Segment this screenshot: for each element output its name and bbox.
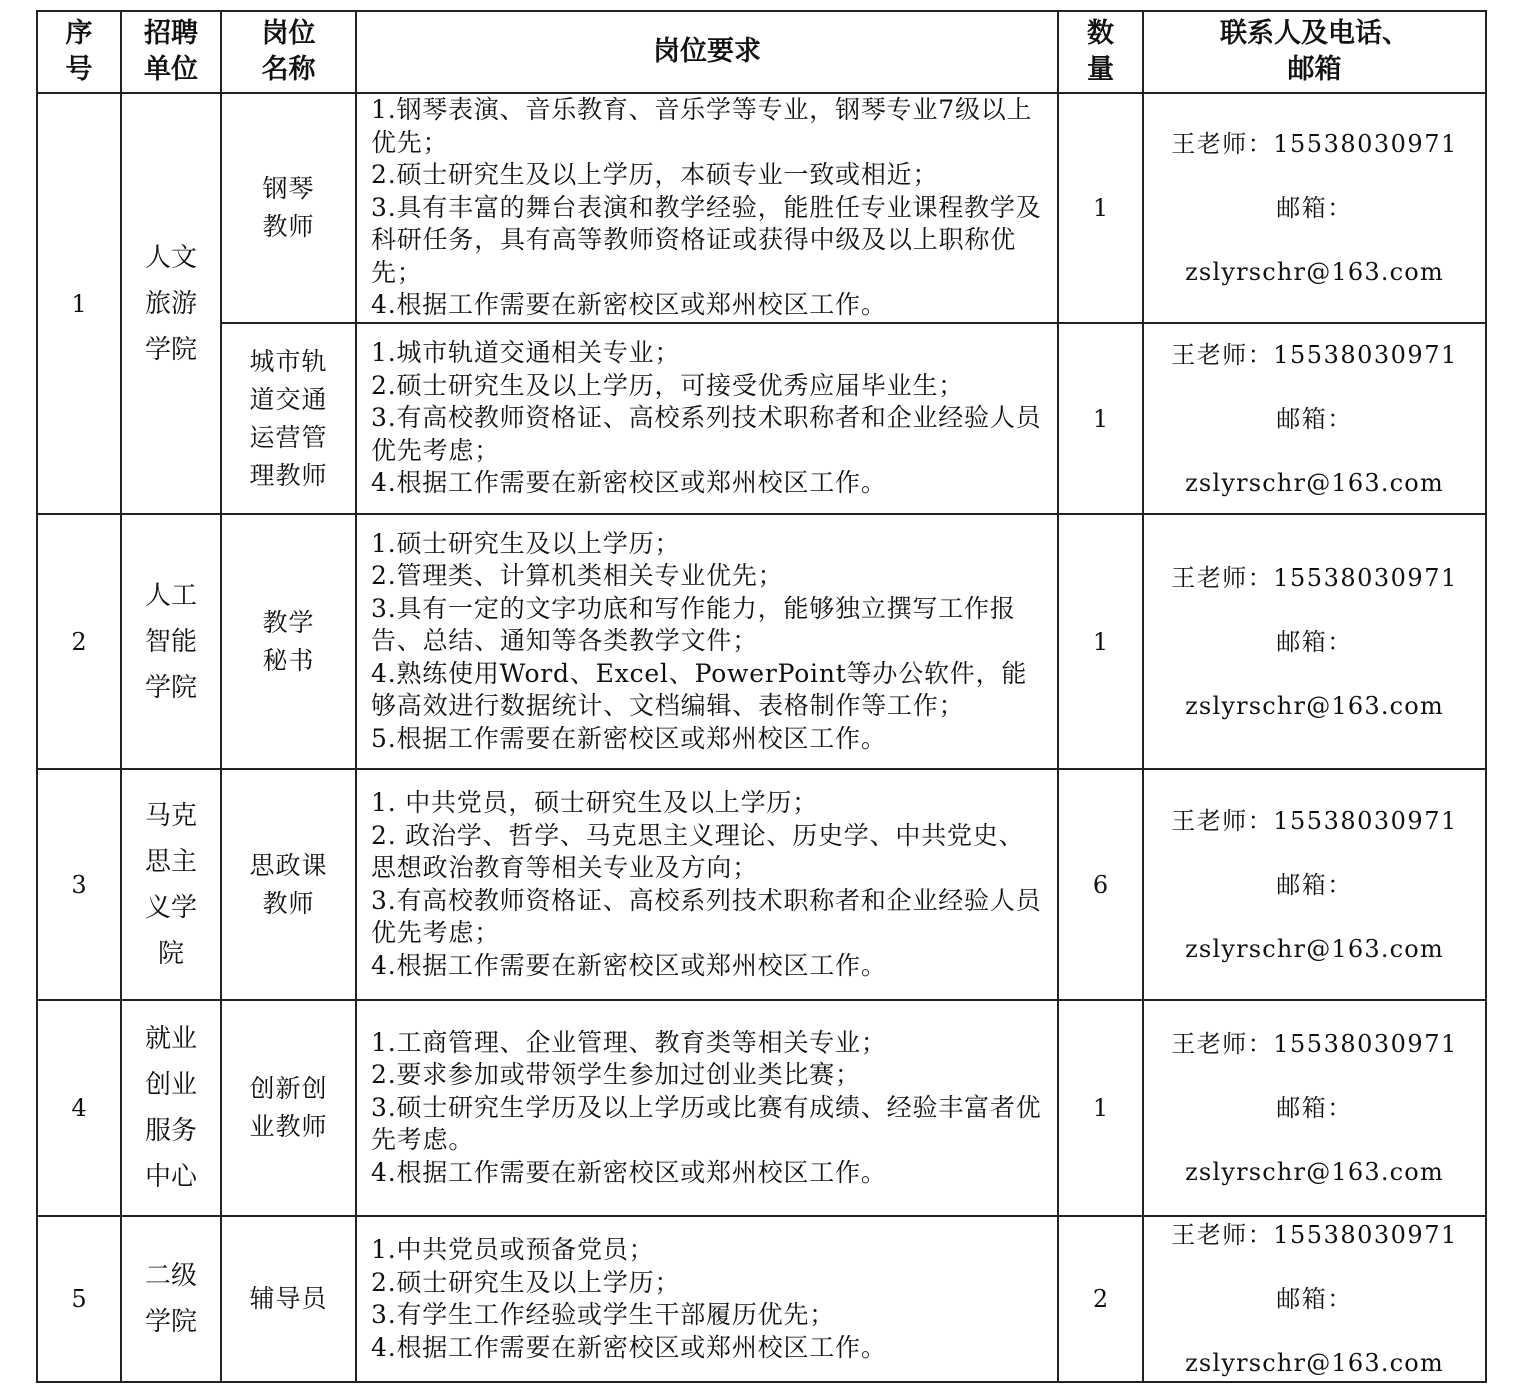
- contact-email-label: 邮箱：: [1276, 627, 1353, 656]
- requirement-line: 4.根据工作需要在新密校区或郑州校区工作。: [371, 468, 887, 498]
- contact-email[interactable]: zslyrschr@163.com: [1185, 934, 1444, 963]
- contact-email[interactable]: zslyrschr@163.com: [1185, 258, 1444, 286]
- contact-phone: 王老师：15538030971: [1171, 130, 1458, 158]
- header-count: 数 量: [1058, 11, 1143, 93]
- header-contact: 联系人及电话、 邮箱: [1143, 11, 1486, 93]
- contact-phone: 王老师：15538030971: [1171, 340, 1458, 369]
- position-cell: 思政课 教师: [221, 769, 356, 1000]
- unit-cell: 人工 智能 学院: [121, 514, 221, 769]
- contact-cell: [1143, 323, 1486, 514]
- header-position: 岗位 名称: [221, 11, 356, 93]
- contact-phone: 王老师：15538030971: [1171, 563, 1458, 592]
- requirement-line: 1.中共党员或预备党员；: [371, 1235, 655, 1264]
- count-cell: 1: [1058, 514, 1143, 769]
- table-row: [37, 769, 1486, 1000]
- contact-email-label: 邮箱：: [1276, 194, 1353, 222]
- requirement-line: 1.钢琴表演、音乐教育、音乐学等专业，钢琴专业7级以上优先；: [371, 95, 1033, 157]
- contact-phone: 王老师：15538030971: [1171, 806, 1458, 835]
- seq-cell: 3: [37, 769, 121, 1000]
- requirement-line: 1.工商管理、企业管理、教育类等相关专业；: [371, 1027, 887, 1057]
- unit-cell: 二级 学院: [121, 1216, 221, 1382]
- requirement-line: 4.根据工作需要在新密校区或郑州校区工作。: [371, 950, 887, 980]
- requirement-line: 2.硕士研究生及以上学历，可接受优秀应届毕业生；: [371, 370, 965, 400]
- position-cell: 教学 秘书: [221, 514, 356, 769]
- contact-email[interactable]: zslyrschr@163.com: [1185, 1349, 1444, 1377]
- contact-phone: 王老师：15538030971: [1171, 1030, 1458, 1058]
- requirement-line: 1.硕士研究生及以上学历；: [371, 528, 681, 558]
- contact-cell: [1143, 1216, 1486, 1382]
- requirement-line: 5.根据工作需要在新密校区或郑州校区工作。: [371, 723, 887, 753]
- contact-cell: [1143, 93, 1486, 323]
- requirement-line: 1. 中共党员，硕士研究生及以上学历；: [371, 788, 819, 817]
- contact-cell: [1143, 514, 1486, 769]
- table-row: [37, 323, 1486, 514]
- unit-cell: 马克 思主 义学 院: [121, 769, 221, 1000]
- contact-cell: [1143, 1000, 1486, 1216]
- count-cell: 1: [1058, 1000, 1143, 1216]
- table-row: [37, 93, 1486, 323]
- requirement-line: 3.具有丰富的舞台表演和教学经验，能胜任专业课程教学及科研任务，具有高等教师资格证或获得中级及以上职称优先；: [371, 192, 1042, 287]
- requirements-cell: [356, 1216, 1058, 1382]
- count-cell: 2: [1058, 1216, 1143, 1382]
- contact-email-label: 邮箱：: [1276, 1094, 1353, 1122]
- requirements-cell: [356, 514, 1058, 769]
- count-cell: 1: [1058, 93, 1143, 323]
- requirements-cell: [356, 93, 1058, 323]
- requirement-line: 4.根据工作需要在新密校区或郑州校区工作。: [371, 1332, 887, 1362]
- contact-email-label: 邮箱：: [1276, 1285, 1353, 1313]
- recruitment-table: [36, 10, 1487, 1383]
- contact-email-label: 邮箱：: [1276, 870, 1353, 899]
- requirement-line: 1.城市轨道交通相关专业；: [371, 338, 681, 368]
- header-seq: 序 号: [37, 11, 121, 93]
- count-cell: 1: [1058, 323, 1143, 514]
- requirement-line: 4.根据工作需要在新密校区或郑州校区工作。: [371, 290, 887, 320]
- requirements-cell: [356, 323, 1058, 514]
- seq-cell: 5: [37, 1216, 121, 1382]
- contact-phone: 王老师：15538030971: [1171, 1221, 1458, 1249]
- requirement-line: 2. 政治学、哲学、马克思主义理论、历史学、中共党史、思想政治教育等相关专业及方向；: [371, 820, 1025, 882]
- seq-cell: 4: [37, 1000, 121, 1216]
- contact-email-label: 邮箱：: [1276, 404, 1353, 433]
- table-row: [37, 1000, 1486, 1216]
- position-cell: 辅导员: [221, 1216, 356, 1382]
- header-unit: 招聘 单位: [121, 11, 221, 93]
- table-row: [37, 1216, 1486, 1382]
- requirement-line: 3.硕士研究生学历及以上学历或比赛有成绩、经验丰富者优先考虑。: [371, 1092, 1042, 1155]
- requirements-cell: [356, 769, 1058, 1000]
- requirement-line: 2.硕士研究生及以上学历，本硕专业一致或相近；: [371, 160, 939, 190]
- requirements-cell: [356, 1000, 1058, 1216]
- count-cell: 6: [1058, 769, 1143, 1000]
- requirement-line: 4.根据工作需要在新密校区或郑州校区工作。: [371, 1157, 887, 1187]
- position-cell: 创新创 业教师: [221, 1000, 356, 1216]
- seq-cell: 2: [37, 514, 121, 769]
- contact-email[interactable]: zslyrschr@163.com: [1185, 468, 1444, 497]
- contact-cell: [1143, 769, 1486, 1000]
- contact-email[interactable]: zslyrschr@163.com: [1185, 1158, 1444, 1186]
- requirement-line: 2.管理类、计算机类相关专业优先；: [371, 561, 784, 591]
- header-requirements: 岗位要求: [356, 11, 1058, 93]
- requirement-line: 2.要求参加或带领学生参加过创业类比赛；: [371, 1060, 861, 1090]
- requirement-line: 4.熟练使用Word、Excel、PowerPoint等办公软件，能够高效进行数据统计、文档编辑、表格制作等工作；: [371, 658, 1028, 721]
- position-cell: 钢琴 教师: [221, 93, 356, 323]
- unit-cell: 就业 创业 服务 中心: [121, 1000, 221, 1216]
- seq-cell: 1: [37, 93, 121, 514]
- position-cell: 城市轨 道交通 运营管 理教师: [221, 323, 356, 514]
- unit-cell: 人文 旅游 学院: [121, 93, 221, 514]
- requirement-line: 3.具有一定的文字功底和写作能力，能够独立撰写工作报告、总结、通知等各类教学文件；: [371, 593, 1016, 656]
- contact-email[interactable]: zslyrschr@163.com: [1185, 691, 1444, 720]
- requirement-line: 3.有高校教师资格证、高校系列技术职称者和企业经验人员优先考虑；: [371, 885, 1042, 947]
- requirement-line: 2.硕士研究生及以上学历；: [371, 1267, 681, 1297]
- requirement-line: 3.有高校教师资格证、高校系列技术职称者和企业经验人员优先考虑；: [371, 403, 1042, 465]
- header-row: [37, 11, 1486, 93]
- requirement-line: 3.有学生工作经验或学生干部履历优先；: [371, 1300, 836, 1329]
- table-row: [37, 514, 1486, 769]
